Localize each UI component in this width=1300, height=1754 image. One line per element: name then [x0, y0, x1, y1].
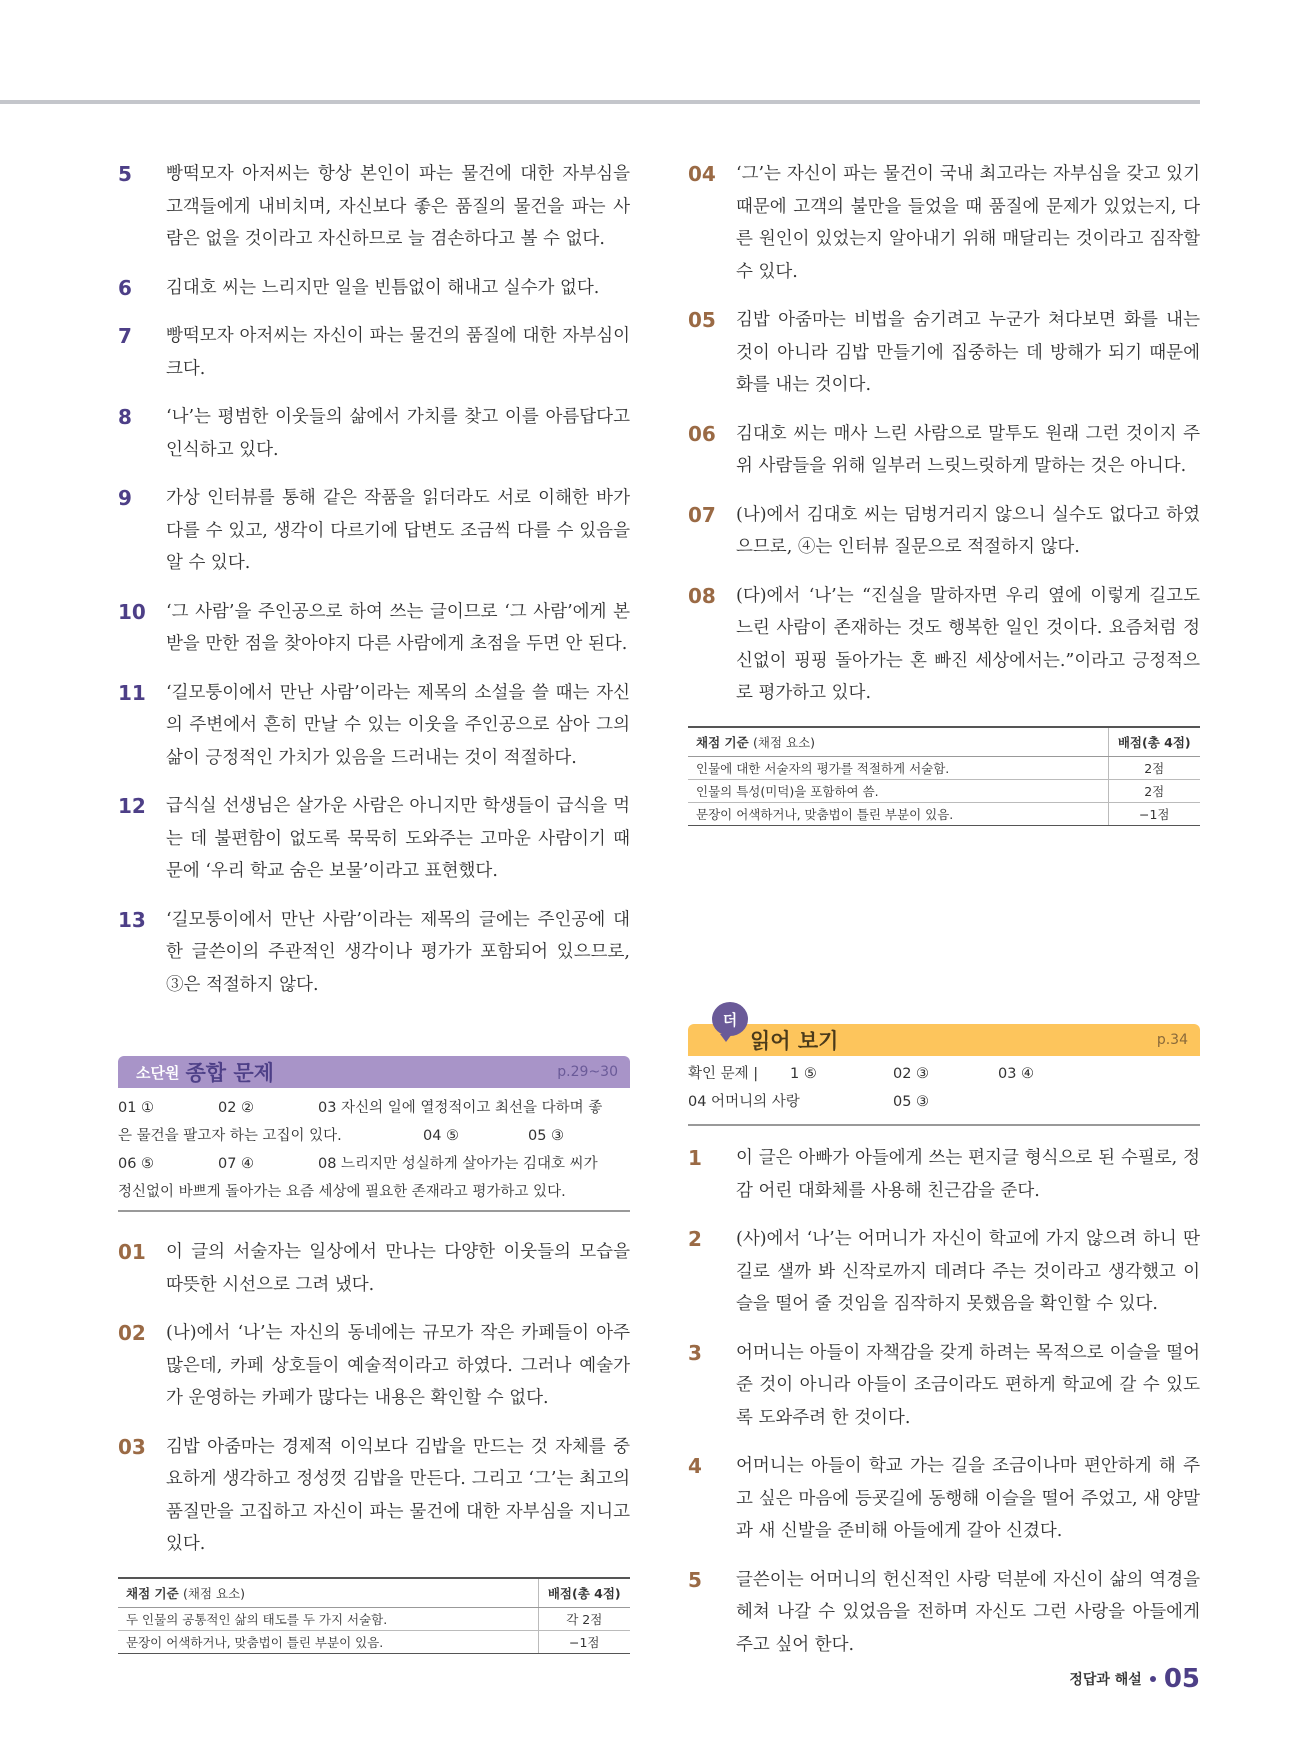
item-text: ‘그’는 자신이 파는 물건이 국내 최고라는 자부심을 갖고 있기 때문에 고객의 불만을 들었을 때 품질에 문제가 있었는지, 다른 원인이 있었는지 알아내기 위해 매달리는 것이라고 짐작할 수 있다.: [736, 164, 1200, 282]
list-item: [688, 1564, 1200, 1662]
rubric-header: 채점 기준 (채점 요소): [118, 1578, 538, 1608]
item-number: 01: [118, 1240, 146, 1264]
rubric-criterion: 두 인물의 공통적인 삶의 태도를 두 가지 서술함.: [118, 1607, 538, 1630]
item-number: 05: [688, 308, 716, 332]
rubric-score: 2점: [1108, 779, 1200, 802]
item-text: 이 글의 서술자는 일상에서 만나는 다양한 이웃들의 모습을 따뜻한 시선으로 그려 냈다.: [166, 1242, 630, 1295]
section-header-title: 종합 문제: [185, 1061, 274, 1085]
answer-cell: 04 어머니의 사랑: [688, 1094, 800, 1110]
item-number: 6: [118, 275, 132, 300]
answer-row: [118, 1178, 630, 1206]
item-text: 김밥 아줌마는 비법을 숨기려고 누군가 쳐다보면 화를 내는 것이 아니라 김밥 만들기에 집중하는 데 방해가 되기 때문에 화를 내는 것이다.: [736, 310, 1200, 395]
table-row: [688, 779, 1200, 802]
list-item: [688, 304, 1200, 402]
answer-cell: 정신없이 바쁘게 돌아가는 요즘 세상에 필요한 존재라고 평가하고 있다.: [118, 1184, 566, 1200]
section-header-small: 소단원: [136, 1063, 180, 1082]
item-number: 07: [688, 502, 716, 527]
rubric-score: −1점: [1108, 802, 1200, 825]
rubric-score-header: 배점(총 4점): [1108, 727, 1200, 757]
more-reading-answer-list: [688, 1142, 1200, 1677]
item-number: 3: [688, 1340, 702, 1365]
item-text: (사)에서 ‘나’는 어머니가 자신이 학교에 가지 않으려 하니 딴 길로 샐까 봐 신작로까지 데려다 주는 것이라고 생각했고 이슬을 떨어 줄 것임을 짐작하지 못했음을 확인할 수 있다.: [736, 1229, 1200, 1314]
rubric-criterion: 문장이 어색하거나, 맞춤법이 틀린 부분이 있음.: [118, 1630, 538, 1653]
answer-cell: 05 ③: [893, 1094, 930, 1110]
item-text: 빵떡모자 아저씨는 자신이 파는 물건의 품질에 대한 자부심이 크다.: [166, 326, 630, 379]
left-answer-list: [118, 158, 630, 1017]
item-number: 10: [118, 599, 146, 624]
list-item: [118, 1317, 630, 1415]
list-item: [118, 790, 630, 888]
item-text: 가상 인터뷰를 통해 같은 작품을 읽더라도 서로 이해한 바가 다를 수 있고, 생각이 다르기에 답변도 조금씩 다를 수 있음을 알 수 있다.: [166, 488, 630, 573]
answer-row: [688, 1088, 1200, 1116]
list-item: [688, 1450, 1200, 1548]
item-number: 9: [118, 486, 132, 510]
list-item: [688, 158, 1200, 288]
page-number: 05: [1163, 1664, 1200, 1694]
table-row: [688, 802, 1200, 825]
section-header-comprehensive: [118, 1056, 630, 1088]
list-item: [688, 1337, 1200, 1435]
answer-cell: 은 물건을 팔고자 하는 고집이 있다.: [118, 1128, 342, 1144]
item-text: 김밥 아줌마는 경제적 이익보다 김밥을 만드는 것 자체를 중요하게 생각하고 정성껏 김밥을 만든다. 그리고 ‘그’는 최고의 품질만을 고집하고 자신이 파는 물건에 대한 자부심을 지니고 있다.: [166, 1436, 630, 1554]
rubric-score-header: 배점(총 4점): [538, 1578, 630, 1608]
list-item: [118, 904, 630, 1002]
item-text: (나)에서 김대호 씨는 덤벙거리지 않으니 실수도 없다고 하였으므로, ④는 인터뷰 질문으로 적절하지 않다.: [736, 504, 1200, 557]
list-item: [118, 272, 630, 305]
list-item: [118, 482, 630, 580]
rubric-header: 채점 기준 (채점 요소): [688, 727, 1108, 757]
table-row: [118, 1607, 630, 1630]
page-footer: [1069, 1664, 1200, 1694]
list-item: [118, 320, 630, 385]
item-text: 어머니는 아들이 학교 가는 길을 조금이나마 편안하게 해 주고 싶은 마음에 등굣길에 동행해 이슬을 떨어 주었고, 새 양말과 새 신발을 준비해 아들에게 갈아 신겼다.: [736, 1456, 1200, 1541]
answer-cell: 04 ⑤: [423, 1128, 460, 1144]
section-header-title: 읽어 보기: [750, 1029, 839, 1053]
item-text: 어머니는 아들이 자책감을 갖게 하려는 목적으로 이슬을 떨어 준 것이 아니라 아들이 조금이라도 편하게 학교에 갈 수 있도록 도와주려 한 것이다.: [736, 1342, 1200, 1428]
answer-row: [688, 1060, 1200, 1088]
rubric-score: 각 2점: [538, 1607, 630, 1630]
item-text: ‘길모퉁이에서 만난 사람’이라는 제목의 소설을 쓸 때는 자신의 주변에서 흔히 만날 수 있는 이웃을 주인공으로 삼아 그의 삶이 긍정적인 가치가 있음을 드러내는 것이 적절하다.: [166, 682, 630, 768]
rubric-criterion: 인물의 특성(미덕)을 포함하여 씀.: [688, 779, 1108, 802]
answers-divider: [118, 1210, 630, 1212]
table-row: [688, 756, 1200, 779]
item-number: 7: [118, 324, 132, 348]
item-text: 김대호 씨는 매사 느린 사람으로 말투도 원래 그런 것이지 주위 사람들을 위해 일부러 느릿느릿하게 말하는 것은 아니다.: [736, 423, 1200, 476]
answer-row: [118, 1094, 630, 1122]
item-number: 8: [118, 405, 132, 429]
answer-cell: 02 ②: [218, 1100, 255, 1116]
rubric-criterion: 인물에 대한 서술자의 평가를 적절하게 서술함.: [688, 756, 1108, 779]
item-number: 5: [688, 1567, 702, 1592]
rubric-score: 2점: [1108, 756, 1200, 779]
item-number: 04: [688, 162, 716, 186]
rubric-header-row: [118, 1578, 630, 1608]
comprehensive-answer-list: [118, 1236, 630, 1654]
answer-cell: 1 ⑤: [790, 1066, 817, 1082]
item-text: 이 글은 아빠가 아들에게 쓰는 편지글 형식으로 된 수필로, 정감 어린 대화체를 사용해 친근감을 준다.: [736, 1148, 1200, 1201]
section-page-range: p.34: [1156, 1032, 1188, 1048]
item-text: 급식실 선생님은 살가운 사람은 아니지만 학생들이 급식을 먹는 데 불편함이 없도록 묵묵히 도와주는 고마운 사람이기 때문에 ‘우리 학교 숨은 보물’이라고 표현했다.: [166, 796, 630, 881]
list-item: [118, 596, 630, 661]
item-number: 5: [118, 162, 132, 186]
quick-answers-left: [118, 1094, 630, 1206]
answer-cell: 07 ④: [218, 1156, 255, 1172]
rubric-header-row: [688, 727, 1200, 757]
item-number: 11: [118, 680, 146, 705]
answer-cell: 03 ④: [998, 1066, 1035, 1082]
section-header-more-reading: [688, 1024, 1200, 1056]
quick-answers-right: [688, 1060, 1200, 1116]
scoring-rubric-table: [688, 726, 1200, 826]
right-answer-list: [688, 158, 1200, 826]
item-text: 김대호 씨는 느리지만 일을 빈틈없이 해내고 실수가 없다.: [166, 277, 600, 298]
item-number: 08: [688, 583, 716, 608]
item-text: 빵떡모자 아저씨는 항상 본인이 파는 물건에 대한 자부심을 고객들에게 내비치며, 자신보다 좋은 품질의 물건을 파는 사람은 없을 것이라고 자신하므로 늘 겸손하다고 볼 수 없다.: [166, 164, 630, 249]
item-text: 글쓴이는 어머니의 헌신적인 사랑 덕분에 자신이 삶의 역경을 헤쳐 나갈 수 있었음을 전하며 자신도 그런 사랑을 아들에게 주고 싶어 한다.: [736, 1569, 1200, 1655]
table-row: [118, 1630, 630, 1653]
item-number: 03: [118, 1434, 146, 1459]
list-item: [118, 401, 630, 466]
rubric-score: −1점: [538, 1630, 630, 1653]
rubric-criterion: 문장이 어색하거나, 맞춤법이 틀린 부분이 있음.: [688, 802, 1108, 825]
list-item: [118, 1236, 630, 1301]
item-number: 12: [118, 794, 146, 818]
section-page-range: p.29~30: [557, 1064, 618, 1080]
list-item: [688, 580, 1200, 710]
answer-cell: 08 느리지만 성실하게 살아가는 김대호 씨가: [318, 1156, 598, 1172]
answer-row: [118, 1150, 630, 1178]
answer-cell: 03 자신의 일에 열정적이고 최선을 다하며 좋: [318, 1100, 603, 1116]
bullet-dot-icon: [1150, 1676, 1156, 1682]
answer-cell: 05 ③: [528, 1128, 565, 1144]
item-text: ‘길모퉁이에서 만난 사람’이라는 제목의 글에는 주인공에 대한 글쓴이의 주관적인 생각이나 평가가 포함되어 있으므로, ③은 적절하지 않다.: [166, 909, 630, 995]
item-text: ‘나’는 평범한 이웃들의 삶에서 가치를 찾고 이를 아름답다고 인식하고 있다.: [166, 407, 630, 460]
scoring-rubric-table: [118, 1577, 630, 1654]
list-item: [118, 158, 630, 256]
item-number: 1: [688, 1146, 702, 1170]
list-item: [688, 1142, 1200, 1207]
item-number: 13: [118, 907, 146, 932]
item-number: 2: [688, 1227, 702, 1251]
speech-bubble-badge: 더: [712, 1002, 748, 1036]
answer-row: [118, 1122, 630, 1150]
footer-label: 정답과 해설: [1069, 1672, 1142, 1688]
top-divider: [0, 100, 1200, 104]
item-number: 06: [688, 421, 716, 446]
list-item: [688, 499, 1200, 564]
item-number: 4: [688, 1454, 702, 1478]
list-item: [118, 677, 630, 775]
list-item: [688, 418, 1200, 483]
list-item: [688, 1223, 1200, 1321]
item-text: ‘그 사람’을 주인공으로 하여 쓰는 글이므로 ‘그 사람’에게 본받을 만한 점을 찾아야지 다른 사람에게 초점을 두면 안 된다.: [166, 601, 630, 654]
answer-label: 확인 문제 |: [688, 1066, 759, 1082]
answers-divider: [688, 1124, 1200, 1126]
answer-cell: 02 ③: [893, 1066, 930, 1082]
item-number: 02: [118, 1321, 146, 1345]
answer-cell: 06 ⑤: [118, 1156, 155, 1172]
item-text: (다)에서 ‘나’는 “진실을 말하자면 우리 옆에 이렇게 길고도 느린 사람이 존재하는 것도 행복한 일인 것이다. 요즘처럼 정신없이 핑핑 돌아가는 혼 빠진 세상에서는.”이라고 긍정적으로 평가하고 있다.: [736, 585, 1200, 703]
item-text: (나)에서 ‘나’는 자신의 동네에는 규모가 작은 카페들이 아주 많은데, 카페 상호들이 예술적이라고 하였다. 그러나 예술가가 운영하는 카페가 많다는 내용은 확인할 수 없다.: [166, 1323, 630, 1408]
list-item: [118, 1431, 630, 1561]
answer-cell: 01 ①: [118, 1100, 155, 1116]
